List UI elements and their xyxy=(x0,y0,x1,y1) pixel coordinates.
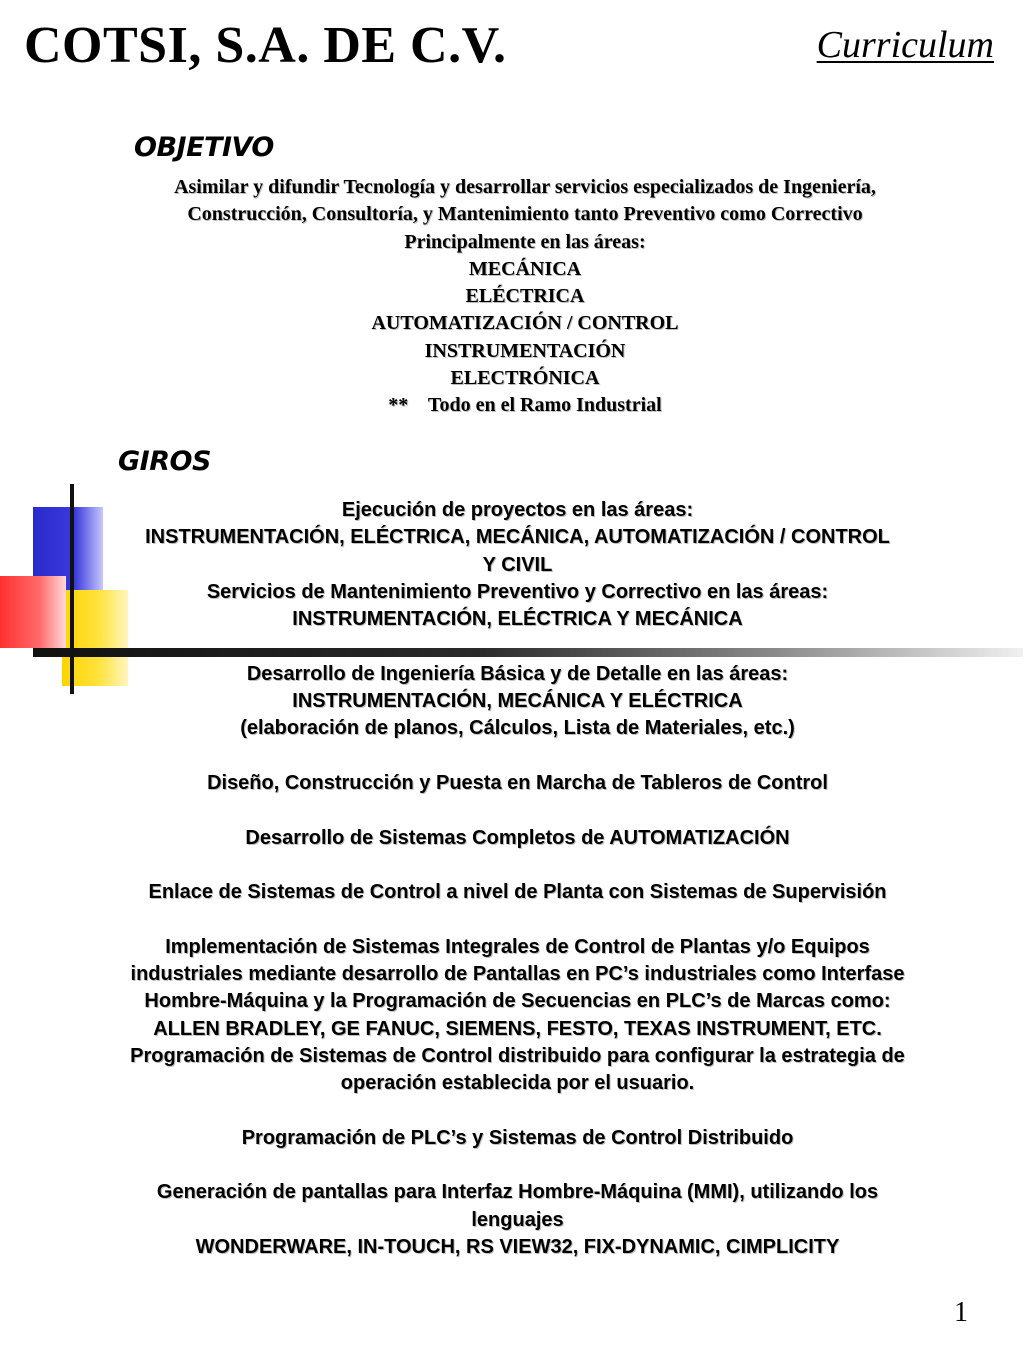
objetivo-heading: OBJETIVO xyxy=(134,132,274,163)
paragraph-gap xyxy=(30,633,1005,660)
giros-text xyxy=(30,497,1005,1261)
objetivo-line: Construcción, Consultoría, y Mantenimiento tanto Preventivo como Correctivo xyxy=(187,203,863,226)
curriculum-label: Curriculum xyxy=(816,24,994,66)
giros-line: WONDERWARE, IN-TOUCH, RS VIEW32, FIX-DYNAMIC, CIMPLICITY xyxy=(195,1236,840,1259)
giros-line: operación establecida por el usuario. xyxy=(340,1072,695,1095)
giros-line: Hombre-Máquina y la Programación de Secuencias en PLC’s de Marcas como: xyxy=(144,990,891,1013)
paragraph-gap xyxy=(30,906,1005,933)
objetivo-line: Principalmente en las áreas: xyxy=(404,230,646,253)
giros-line: Y CIVIL xyxy=(482,553,553,576)
giros-line: Programación de PLC’s y Sistemas de Control Distribuido xyxy=(241,1126,794,1149)
objetivo-text xyxy=(60,174,990,420)
paragraph-gap xyxy=(30,1098,1005,1125)
giros-line: industriales mediante desarrollo de Pantallas en PC’s industriales como Interfase xyxy=(130,963,905,986)
paragraph-gap xyxy=(30,1152,1005,1179)
giros-line: Enlace de Sistemas de Control a nivel de Planta con Sistemas de Supervisión xyxy=(148,881,887,904)
giros-heading: GIROS xyxy=(118,446,211,477)
paragraph-gap xyxy=(30,743,1005,770)
page-number: 1 xyxy=(954,1297,968,1328)
company-title: COTSI, S.A. DE C.V. xyxy=(24,17,507,74)
objetivo-area-mecanica: MECÁNICA xyxy=(468,257,582,280)
objetivo-area-electronica: ELECTRÓNICA xyxy=(450,367,600,390)
giros-line: ALLEN BRADLEY, GE FANUC, SIEMENS, FESTO, TEXAS INSTRUMENT, ETC. xyxy=(153,1017,882,1040)
giros-line: Programación de Sistemas de Control distribuido para configurar la estrategia de xyxy=(130,1044,905,1067)
objetivo-area-electrica: ELÉCTRICA xyxy=(465,285,585,308)
paragraph-gap xyxy=(30,797,1005,824)
giros-line: INSTRUMENTACIÓN, MECÁNICA Y ELÉCTRICA xyxy=(292,690,743,713)
giros-line: Desarrollo de Sistemas Completos de AUTOMATIZACIÓN xyxy=(245,826,790,849)
giros-line: INSTRUMENTACIÓN, ELÉCTRICA, MECÁNICA, AUTOMATIZACIÓN / CONTROL xyxy=(145,526,890,549)
giros-line: Implementación de Sistemas Integrales de Control de Plantas y/o Equipos xyxy=(165,935,870,958)
giros-line: Generación de pantallas para Interfaz Hombre-Máquina (MMI), utilizando los xyxy=(156,1181,879,1204)
objetivo-line: Asimilar y difundir Tecnología y desarrollar servicios especializados de Ingeniería, xyxy=(174,176,876,198)
objetivo-area-instrumentacion: INSTRUMENTACIÓN xyxy=(424,339,626,362)
paragraph-gap xyxy=(30,852,1005,879)
giros-line: (elaboración de planos, Cálculos, Lista de Materiales, etc.) xyxy=(240,717,795,740)
giros-line: Desarrollo de Ingeniería Básica y de Detalle en las áreas: xyxy=(246,662,789,685)
giros-line: INSTRUMENTACIÓN, ELÉCTRICA Y MECÁNICA xyxy=(292,608,743,631)
objetivo-note: ** Todo en el Ramo Industrial xyxy=(388,394,662,417)
giros-line: Ejecución de proyectos en las áreas: xyxy=(341,499,694,521)
objetivo-area-automatizacion: AUTOMATIZACIÓN / CONTROL xyxy=(371,312,679,335)
giros-line: lenguajes xyxy=(471,1208,564,1231)
giros-line: Servicios de Mantenimiento Preventivo y Correctivo en las áreas: xyxy=(206,580,829,603)
giros-line: Diseño, Construcción y Puesta en Marcha de Tableros de Control xyxy=(207,771,828,794)
